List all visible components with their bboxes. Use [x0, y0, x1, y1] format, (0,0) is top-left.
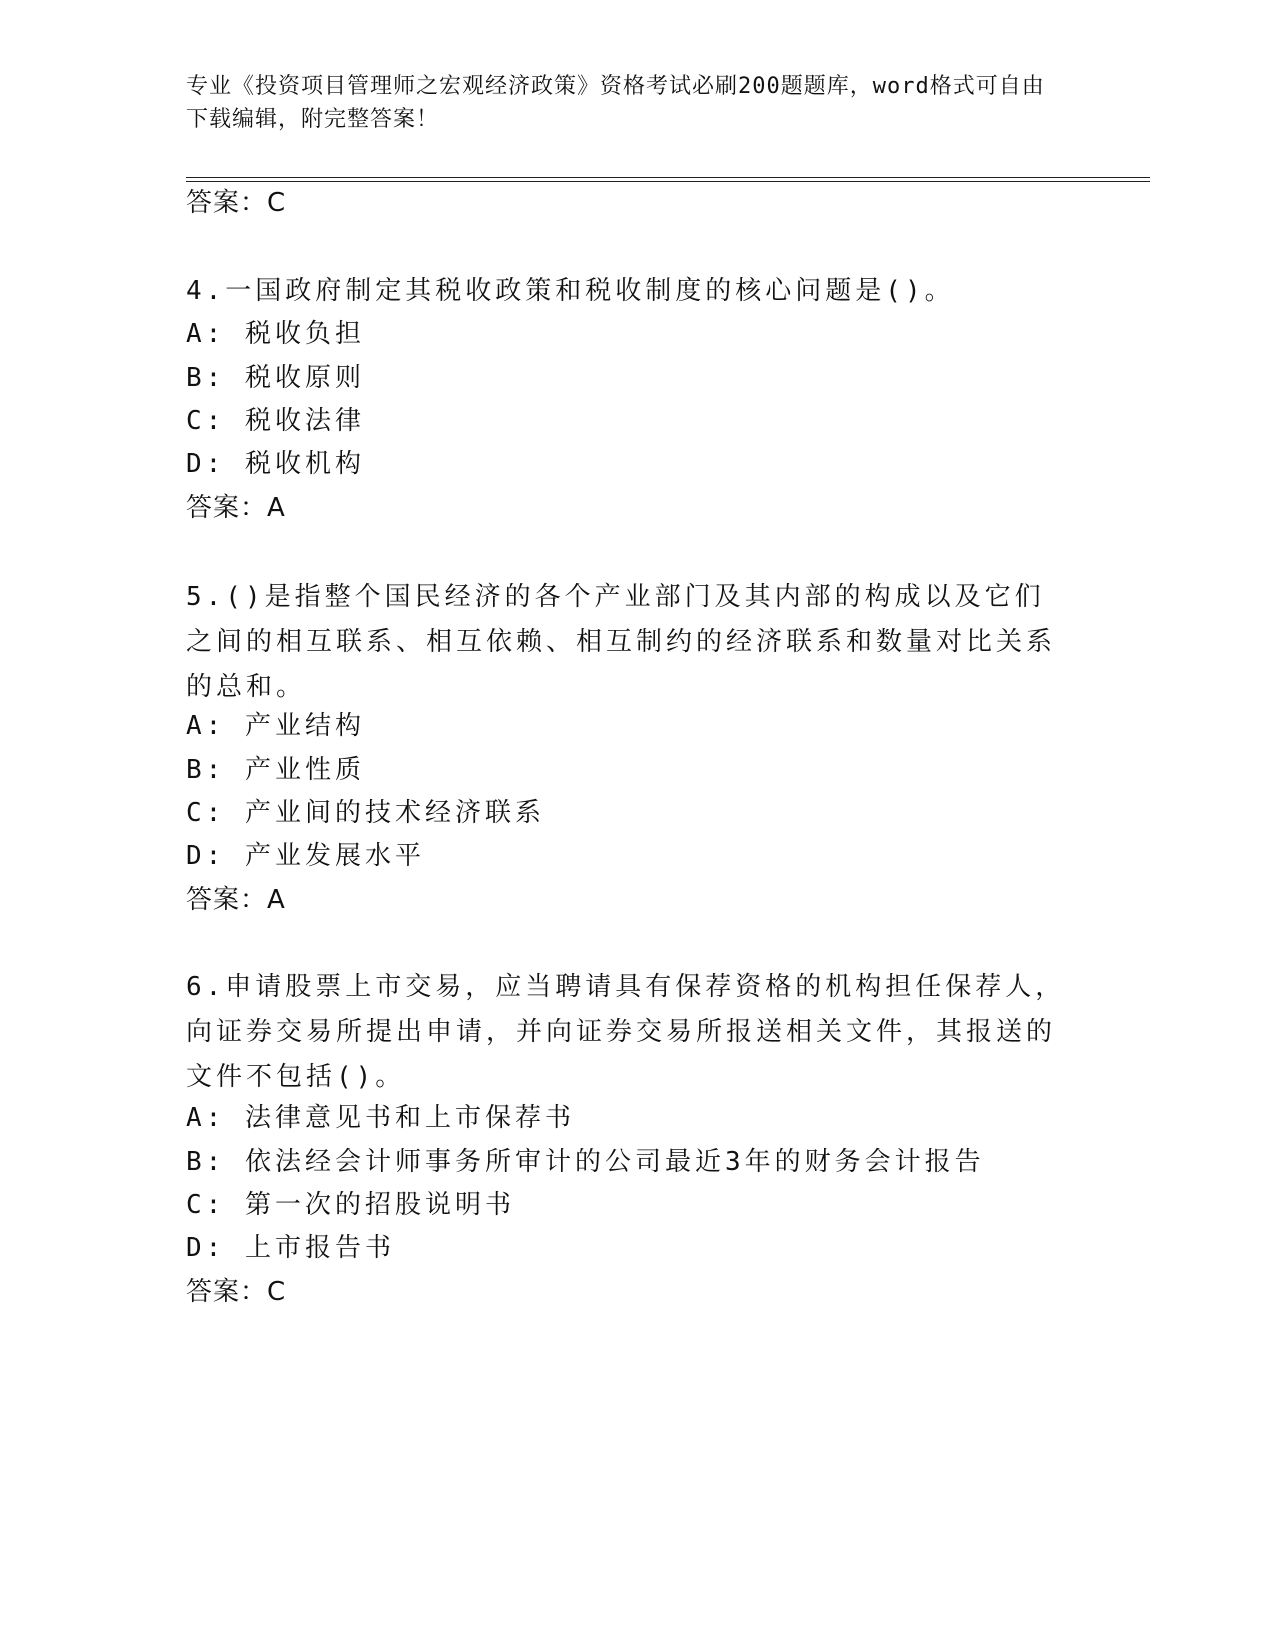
- question-6-answer: 答案：C: [186, 1277, 287, 1307]
- question-5-answer: 答案：A: [186, 885, 286, 915]
- question-4-answer: 答案：A: [186, 493, 286, 523]
- question-5-option-d: D: 产业发展水平: [186, 841, 425, 871]
- question-5-stem: 5.()是指整个国民经济的各个产业部门及其内部的构成以及它们之间的相互联系、相互依赖、相互制约的经济联系和数量对比关系的总和。: [186, 582, 1057, 702]
- question-4-option-b: B: 税收原则: [186, 363, 365, 393]
- question-6-option-d: D: 上市报告书: [186, 1233, 395, 1263]
- question-5-option-c: C: 产业间的技术经济联系: [186, 798, 545, 828]
- header-divider: [186, 177, 1150, 182]
- question-6-option-c: C: 第一次的招股说明书: [186, 1190, 515, 1220]
- question-6-option-b: B: 依法经会计师事务所审计的公司最近3年的财务会计报告: [186, 1147, 985, 1177]
- question-6-option-a: A: 法律意见书和上市保荐书: [186, 1103, 575, 1133]
- question-6-stem: 6.申请股票上市交易，应当聘请具有保荐资格的机构担任保荐人，向证券交易所提出申请，并向证券交易所报送相关文件，其报送的文件不包括()。: [186, 972, 1066, 1092]
- question-4-option-a: A: 税收负担: [186, 319, 365, 349]
- question-4-option-d: D: 税收机构: [186, 449, 365, 479]
- question-5-option-a: A: 产业结构: [186, 711, 365, 741]
- question-4-stem: 4.一国政府制定其税收政策和税收制度的核心问题是()。: [186, 276, 955, 306]
- question-5-option-b: B: 产业性质: [186, 755, 365, 785]
- prev-answer: 答案：C: [186, 188, 287, 218]
- document-header: 专业《投资项目管理师之宏观经济政策》资格考试必刷200题题库，word格式可自由下载编辑，附完整答案！: [186, 74, 1045, 132]
- question-4-option-c: C: 税收法律: [186, 406, 365, 436]
